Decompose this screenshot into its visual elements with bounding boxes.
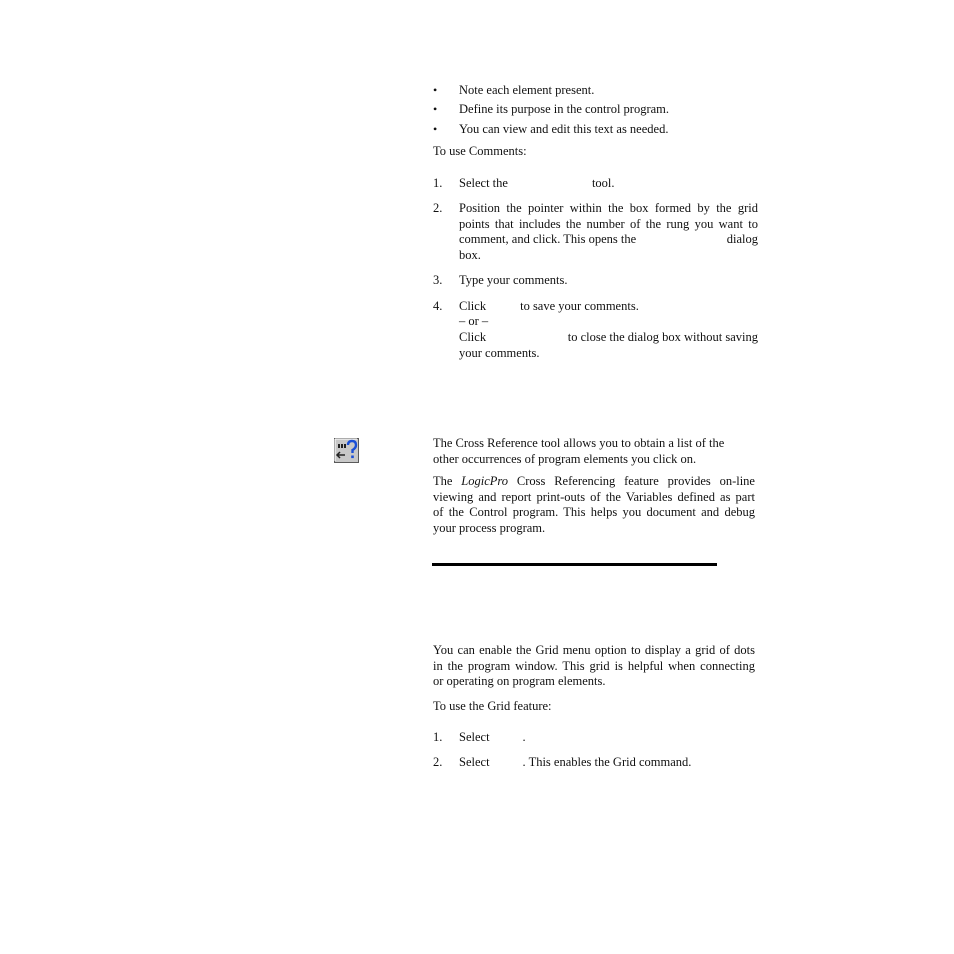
step-text-part: . This enables the Grid command. (522, 755, 692, 769)
step-line: box. (459, 247, 481, 262)
step-text-part: Select (459, 730, 490, 744)
bullet-item: Define its purpose in the control program. (459, 102, 670, 116)
paragraph-line: You can enable the Grid menu option to display a grid of dots (433, 643, 755, 657)
step-number: 4. (433, 299, 443, 313)
step-text-part: dialog (726, 232, 758, 247)
step-text: your comments. (459, 346, 540, 360)
paragraph-line: viewing and report print-outs of the Variables defined as part (433, 489, 755, 504)
bullet-symbol: • (433, 102, 438, 116)
step-text (459, 730, 526, 746)
step-text-part: . (522, 730, 526, 744)
paragraph-line (433, 474, 755, 490)
step-text-part: to close the dialog box without saving (567, 330, 758, 344)
grid-paragraph (433, 643, 755, 690)
step-text-part: to save your comments. (520, 299, 639, 313)
bullet-item: You can view and edit this text as needed. (459, 122, 669, 136)
product-name: LogicPro (461, 474, 509, 488)
text-part: The (433, 474, 462, 488)
bullet-symbol: • (433, 122, 438, 136)
step-number: 2. (433, 755, 443, 769)
text-part: Cross Referencing feature provides on-line (508, 474, 755, 488)
paragraph-line: in the program window. This grid is helpful when connecting (433, 658, 755, 673)
cross-reference-tool-icon (334, 438, 359, 463)
section-divider (432, 563, 717, 566)
step-number: 3. (433, 273, 443, 287)
step-text-part: Select the (459, 176, 508, 190)
step-or-separator: – or – (459, 314, 489, 328)
step-text: Type your comments. (459, 273, 568, 287)
step-text (459, 176, 615, 192)
step-line: Position the pointer within the box formed by the grid (459, 201, 758, 215)
step-text (459, 755, 691, 771)
step-text (459, 330, 758, 346)
bullet-item: Note each element present. (459, 83, 595, 97)
step-number: 1. (433, 176, 443, 190)
step-number: 2. (433, 201, 443, 215)
cross-ref-text: The Cross Reference tool allows you to obtain a list of the (433, 436, 725, 450)
paragraph-line: your process program. (433, 520, 546, 535)
step-line (459, 232, 758, 248)
cross-ref-paragraph (433, 474, 755, 536)
step-number: 1. (433, 730, 443, 744)
paragraph-line: or operating on program elements. (433, 674, 606, 689)
comments-intro: To use Comments: (433, 144, 527, 158)
step-text (459, 201, 758, 263)
step-text-part: comment, and click. This opens the (459, 232, 637, 247)
step-text (459, 299, 639, 315)
grid-intro: To use the Grid feature: (433, 699, 552, 713)
step-text-part: Click (459, 299, 487, 313)
step-text-part: Click (459, 330, 487, 344)
bullet-symbol: • (433, 83, 438, 97)
paragraph-line: of the Control program. This helps you document and debug (433, 505, 755, 520)
cross-ref-text: other occurrences of program elements you click on. (433, 452, 697, 466)
step-line: points that includes the number of the rung you want to (459, 216, 758, 231)
step-text-part: tool. (591, 176, 615, 190)
step-text-part: Select (459, 755, 490, 769)
